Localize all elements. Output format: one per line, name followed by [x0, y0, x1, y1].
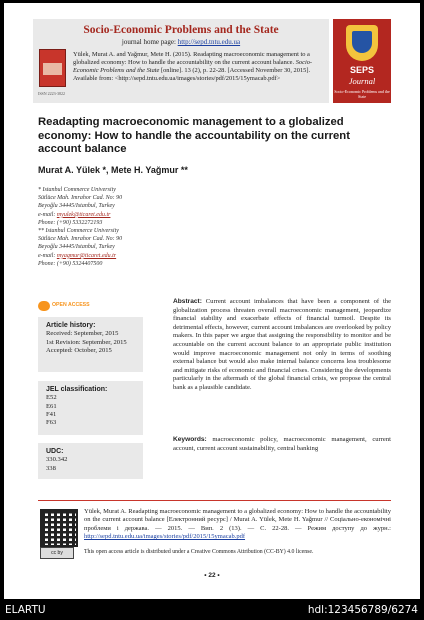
journal-header [33, 19, 329, 103]
article-authors: Murat A. Yülek *, Mete H. Yağmur ** [38, 165, 188, 175]
cc-license-icon: cc by [40, 547, 74, 559]
journal-cover-image [39, 49, 66, 87]
journal-title: Socio-Economic Problems and the State [83, 24, 279, 36]
keywords: Keywords: macroeconomic policy, macroeconomic management, current account, current account sustainability, central banking [173, 436, 391, 452]
viewer-source-label: ELARTU [5, 604, 46, 616]
article-history: Article history: Received: September, 2015 1st Revision: September, 2015 Accepted: October, 2015 [38, 317, 143, 372]
viewer-handle-label: hdl:123456789/6274 [307, 604, 418, 616]
qr-code-icon [40, 509, 78, 547]
shield-icon [346, 25, 378, 61]
affiliations: * Istanbul Commerce University Sütlüce Mah. Imrahor Cad. No: 90 Beyoğlu 34445/Istanbul, Turkey e-mail: myulek@ticaret.edu.tr Phone: (+90) 5332272193 ** Istanbul Commerce University Sütlüce Mah. Imrahor Cad. No: 90 Beyoğlu 34445/Istanbul, Turkey e-mail: myagmur@ticaret.edu.tr Phone: (+90) 5324407500 [38, 187, 123, 267]
article-title: Readapting macroeconomic management to a globalized economy: How to handle the accountability on the current account balance [38, 116, 350, 155]
footer-divider [38, 500, 391, 501]
seps-logo: SEPS Journal Socio-Economic Problems and the State [333, 19, 391, 103]
page-number: • 22 • [204, 572, 220, 579]
document-page [4, 3, 420, 599]
journal-homepage: journal home page: http://sepd.tntu.edu.ua [121, 38, 241, 46]
license-text: This open access article is distributed under a Creative Commons Attribution (CC-BY) 4.0 license. [84, 549, 314, 555]
header-citation: Yülek, Murat A. and Yağmur, Mete H. (2015). Readapting macroeconomic management to a globalized economy: How to handle the accountability on the current account balance. Socio-Economic Problems and the State [online]. 13 (2), p. 22-28. [Accessed November 30, 2015]. Available from: <http://sepd.tntu.edu.ua/images/stories/pdf/2015/15ymacab.pdf> [73, 51, 313, 82]
udc-classification: UDC: 330.342 338 [38, 443, 143, 479]
homepage-link[interactable]: http://sepd.tntu.edu.ua [177, 38, 241, 46]
email-link[interactable]: myagmur@ticaret.edu.tr [56, 252, 117, 259]
open-lock-icon [38, 301, 50, 311]
jel-classification: JEL classification: E52 E61 F41 F63 [38, 381, 143, 435]
open-access-badge: OPEN ACCESS [38, 300, 113, 312]
email-link[interactable]: myulek@ticaret.edu.tr [56, 211, 111, 218]
abstract: Abstract: Current account imbalances that have been a component of the globalization process threaten overall macroeconomic management, jeopardize financial stability and exacerbate effects of financial turmoil. Despite its detrimental effects, however, current account imbalances are overlooked by policy makers. In this paper we argue that assigning the responsibility to monitor and be accountable on the current account balance to an appropriate public institution would improve macroeconomic management not only in terms of soothing external balance but would also make internal balance concerns less troublesome and mitigate risks of economic and financial crises. Considering the developments particularly in the aftermath of the global financial crisis, we propose the central bank as a plausible candidate. [173, 298, 391, 391]
footer-citation: Yülek, Murat A. Readapting macroeconomic management to a globalized economy: How to handle the accountability on the current account balance [Електронний ресурс] / Murat A. Yülek, Mete H. Yağmur // Соціально-економічні проблеми і держава. — 2015. — Вип. 2 (13). — С. 22-28. — Режим доступу до журн.: http://sepd.tntu.edu.ua/images/stories/pdf/2015/15ymacab.pdf [84, 508, 391, 541]
issn: ISSN 2223-3822 [38, 91, 66, 96]
article-pdf-link[interactable]: http://sepd.tntu.edu.ua/images/stories/pdf/2015/15ymacab.pdf [84, 533, 246, 541]
